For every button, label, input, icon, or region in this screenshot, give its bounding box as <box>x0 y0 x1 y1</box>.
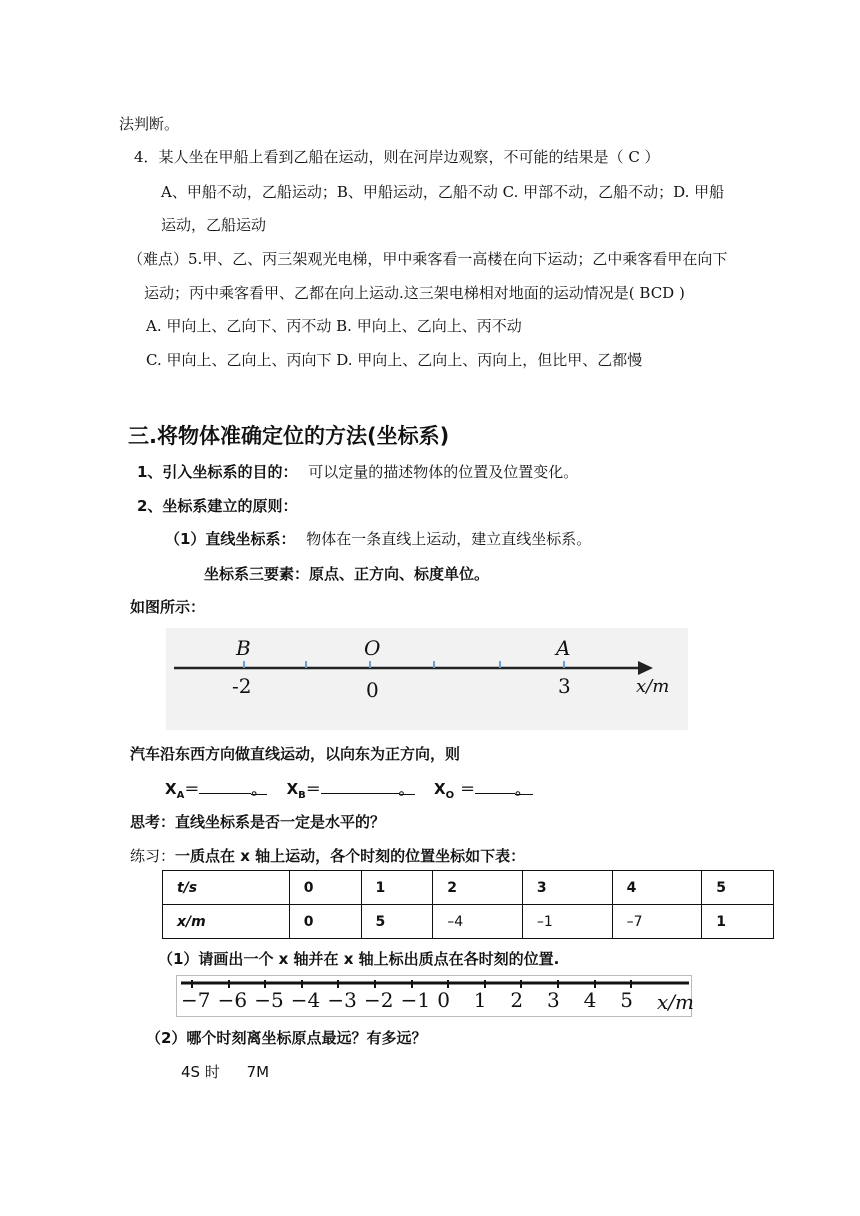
table-cell: 3 <box>522 871 612 905</box>
question-5-options-cd: C. 甲向上、乙向上、丙向下 D. 甲向上、乙向上、丙向上，但比甲、乙都慢 <box>146 351 643 369</box>
scale-tick <box>264 980 266 988</box>
question-5: （难点）5.甲、乙、丙三架观光电梯，甲中乘客看一高楼在向下运动；乙中乘客看甲在向下 <box>128 250 728 268</box>
scale-tick <box>337 980 339 988</box>
table-cell: 1 <box>361 871 433 905</box>
scale-tick <box>484 980 486 988</box>
scale-tick-label: −5 <box>254 988 284 1012</box>
car-problem-text: 汽车沿东西方向做直线运动，以向东为正方向，则 <box>130 745 461 763</box>
purpose-text: 可以定量的描述物体的位置及位置变化。 <box>308 463 579 481</box>
table-row <box>163 871 774 905</box>
table-cell: x/m <box>163 905 290 939</box>
figure-caption: 如图所示： <box>130 598 206 616</box>
scale-tick <box>374 980 376 988</box>
table-cell: 5 <box>702 871 774 905</box>
scale-tick-label: 1 <box>473 988 487 1012</box>
answer-line <box>181 1061 269 1082</box>
scale-tick <box>520 980 522 988</box>
answer-time: 4S 时 <box>181 1063 220 1081</box>
scale-tick <box>447 980 449 988</box>
table-cell: 4 <box>612 871 702 905</box>
scale-tick <box>630 980 632 988</box>
point-a-letter: A <box>556 636 571 660</box>
scale-tick-label: −1 <box>400 988 431 1012</box>
xo-label: $X_O$ <box>434 780 455 801</box>
principle-line: 2、坐标系建立的原则： <box>137 497 298 515</box>
xa-blank[interactable] <box>199 777 251 794</box>
table-cell: 2 <box>433 871 523 905</box>
table-cell: 0 <box>289 905 361 939</box>
position-table <box>162 870 774 939</box>
axis-arrow <box>638 661 653 675</box>
table-cell: –1 <box>522 905 612 939</box>
point-o-value: 0 <box>366 678 379 702</box>
table-cell: 1 <box>702 905 774 939</box>
answer-distance: 7M <box>246 1063 270 1081</box>
three-elements-line: 坐标系三要素：原点、正方向、标度单位。 <box>204 565 490 583</box>
table-cell: 5 <box>361 905 433 939</box>
xa-label: $X_A$ <box>165 780 185 801</box>
linear-coords-label: （1）直线坐标系： <box>165 530 296 548</box>
axis-label: x/m <box>636 676 670 697</box>
think-question: 思考：直线坐标系是否一定是水平的？ <box>130 813 386 831</box>
figure-scale <box>176 975 692 1017</box>
question-4-options: A、甲船不动，乙船运动；B、甲船运动，乙船不动 C. 甲部不动，乙船不动；D. 甲船 <box>161 183 725 201</box>
question-5-options-ab: A. 甲向上、乙向下、丙不动 B. 甲向上、乙向上、丙不动 <box>146 317 522 335</box>
exercise-line <box>130 845 525 866</box>
scale-tick-label: 4 <box>583 988 597 1012</box>
scale-tick <box>411 980 413 988</box>
scale-tick-label: 3 <box>547 988 560 1012</box>
linear-coords-line <box>165 528 591 549</box>
scale-tick-label: −4 <box>290 988 321 1012</box>
scale-tick <box>228 980 230 988</box>
purpose-label: 1、引入坐标系的目的： <box>137 463 298 481</box>
scale-tick <box>594 980 596 988</box>
blank-line: $X_A=$ 。 $X_B=$ 。 $X_O$ ＝ 。 <box>165 777 533 801</box>
xb-blank[interactable] <box>321 777 399 794</box>
purpose-line <box>137 461 578 482</box>
scale-tick-label: −6 <box>217 988 248 1012</box>
table-row <box>163 905 774 939</box>
scale-tick <box>191 980 193 988</box>
linear-coords-text: 物体在一条直线上运动，建立直线坐标系。 <box>306 530 592 548</box>
table-cell: t/s <box>163 871 290 905</box>
scale-tick <box>301 980 303 988</box>
question-4: 4．某人坐在甲船上看到乙船在运动，则在河岸边观察，不可能的结果是（ C ） <box>134 148 660 166</box>
point-b-value: -2 <box>232 674 252 698</box>
question-1: （1）请画出一个 x 轴并在 x 轴上标出质点在各时刻的位置. <box>158 950 560 968</box>
scale-tick-label: 5 <box>620 988 633 1012</box>
point-b-letter: B <box>236 636 251 660</box>
point-a-value: 3 <box>558 674 571 698</box>
table-cell: –7 <box>612 905 702 939</box>
scale-axis-label: x/m <box>657 990 694 1014</box>
exercise-label: 练习： <box>130 847 176 865</box>
figure-number-line <box>166 628 688 730</box>
text-line-1: 法判断。 <box>119 115 180 133</box>
scale-tick-label: −3 <box>327 988 357 1012</box>
table-cell: 0 <box>289 871 361 905</box>
section-heading: 三.将物体准确定位的方法(坐标系) <box>128 424 450 448</box>
scale-tick-label: −2 <box>364 988 394 1012</box>
question-2: （2）哪个时刻离坐标原点最远？有多远？ <box>146 1029 427 1047</box>
scale-tick-label: 0 <box>437 988 450 1012</box>
table-cell: –4 <box>433 905 523 939</box>
xo-blank[interactable] <box>475 777 515 794</box>
question-4-options-cont: 运动，乙船运动 <box>161 216 267 234</box>
point-o-letter: O <box>364 636 381 660</box>
exercise-text: 一质点在 x 轴上运动，各个时刻的位置坐标如下表： <box>175 847 526 865</box>
scale-tick-label: 2 <box>510 988 524 1012</box>
xb-label: $X_B$ <box>286 780 306 801</box>
scale-tick <box>557 980 559 988</box>
question-5-cont: 运动；丙中乘客看甲、乙都在向上运动.这三架电梯相对地面的运动情况是( BCD ) <box>144 284 685 302</box>
scale-tick-label: −7 <box>181 988 211 1012</box>
